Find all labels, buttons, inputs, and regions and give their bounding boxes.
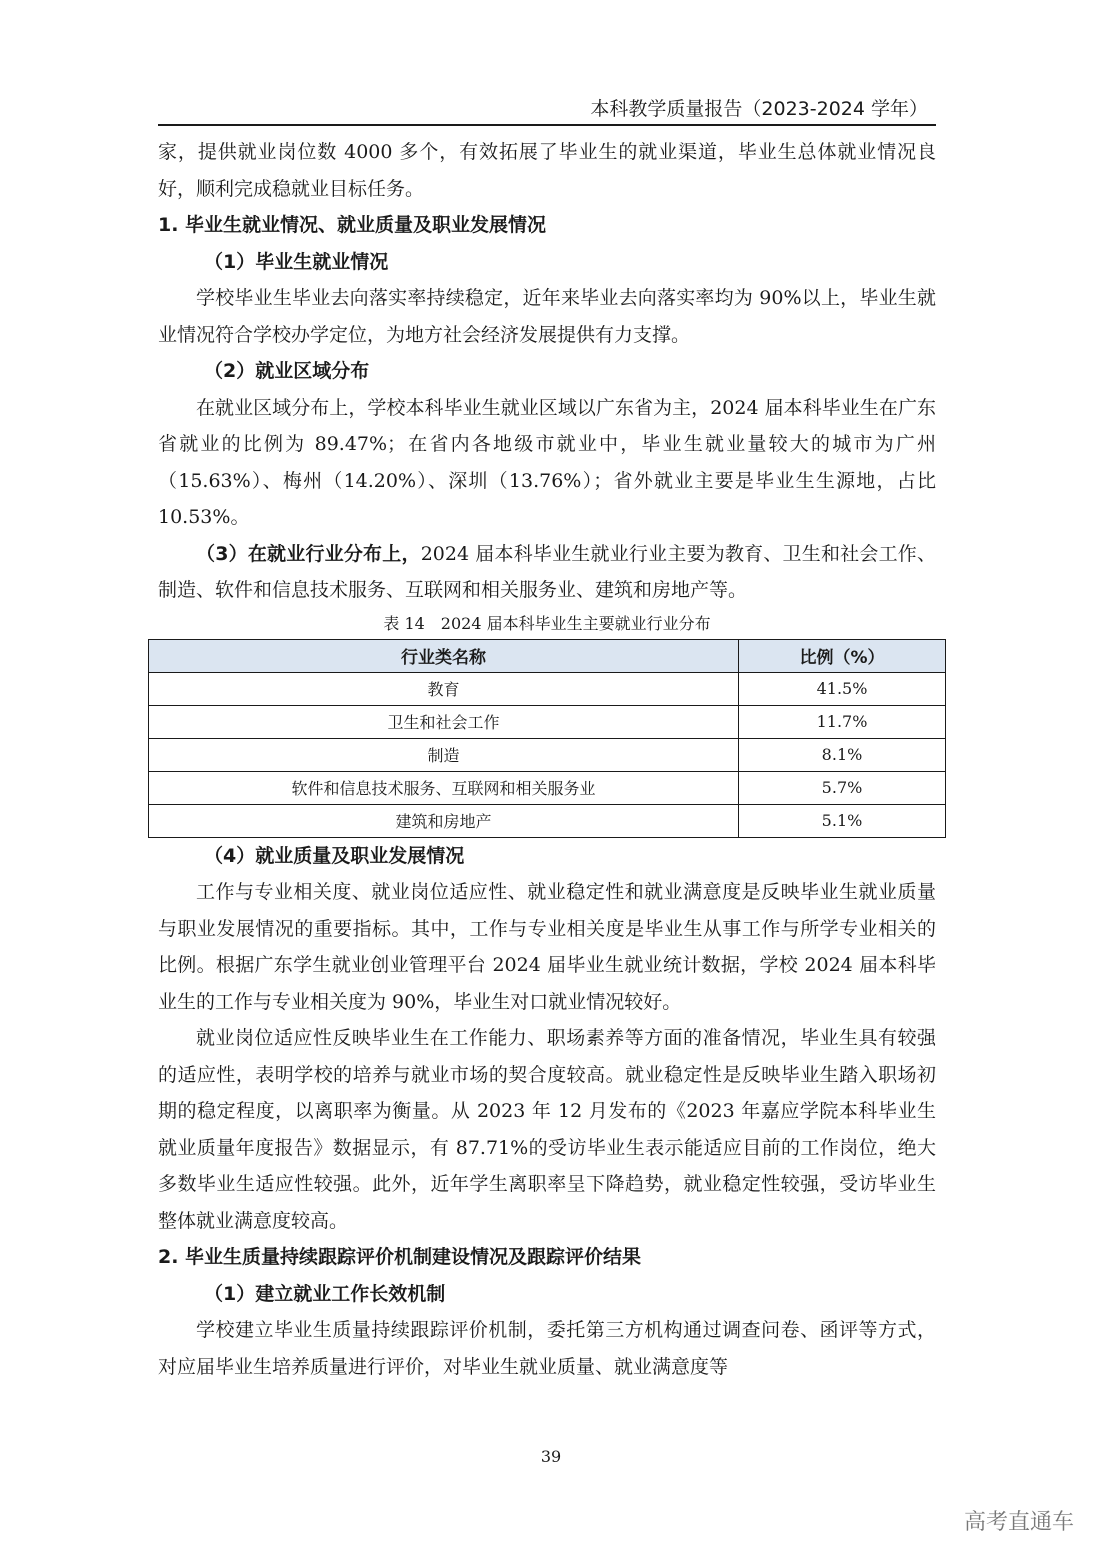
table-row (149, 705, 946, 738)
industry-cell: 制造 (149, 738, 739, 771)
ratio-cell: 5.1% (739, 804, 946, 837)
paragraph-quality-indicators: 工作与专业相关度、就业岗位适应性、就业稳定性和就业满意度是反映毕业生就业质量与职业发展情况的重要指标。其中，工作与专业相关度是毕业生从事工作与所学专业相关的比例。根据广东学生就业创业管理平台 2024 届毕业生就业统计数据，学校 2024 届本科毕业生的工作与专业相关度为 90%，毕业生对口就业情况较好。 (158, 881, 936, 1013)
paragraph-continued: 家，提供就业岗位数 4000 多个，有效拓展了毕业生的就业渠道，毕业生总体就业情况良好，顺利完成稳就业目标任务。 (158, 141, 936, 200)
subheading-region-distribution: （2）就业区域分布 (204, 360, 370, 382)
ratio-cell: 41.5% (739, 672, 946, 705)
section-heading-1: 1. 毕业生就业情况、就业质量及职业发展情况 (158, 214, 547, 236)
page-header (158, 92, 936, 126)
table-caption: 表 14 2024 届本科毕业生主要就业行业分布 (383, 613, 711, 633)
industry-table (148, 639, 946, 838)
header-title: 本科教学质量报告（2023-2024 学年） (590, 98, 928, 120)
industry-cell: 教育 (149, 672, 739, 705)
paragraph-adaptability-stability: 就业岗位适应性反映毕业生在工作能力、职场素养等方面的准备情况，毕业生具有较强的适应性，表明学校的培养与就业市场的契合度较高。就业稳定性是反映毕业生踏入职场初期的稳定程度，以离职率为衡量。从 2023 年 12 月发布的《2023 年嘉应学院本科毕业生就业质量年度报告》数据显示，有 87.71%的受访毕业生表示能适应目前的工作岗位，绝大多数毕业生适应性较强。此外，近年学生离职率呈下降趋势，就业稳定性较强，受访毕业生整体就业满意度较高。 (158, 1027, 936, 1232)
table-row (149, 771, 946, 804)
ratio-cell: 8.1% (739, 738, 946, 771)
paragraph-employment-status: 学校毕业生毕业去向落实率持续稳定，近年来毕业去向落实率均为 90%以上，毕业生就业情况符合学校办学定位，为地方社会经济发展提供有力支撑。 (158, 287, 936, 346)
subheading-quality-career: （4）就业质量及职业发展情况 (204, 844, 465, 867)
section-heading-2: 2. 毕业生质量持续跟踪评价机制建设情况及跟踪评价结果 (158, 1246, 642, 1268)
page-number: 39 (540, 1447, 562, 1466)
paragraph-tracking-mechanism: 学校建立毕业生质量持续跟踪评价机制，委托第三方机构通过调查问卷、函评等方式，对应届毕业生培养质量进行评价，对毕业生就业质量、就业满意度等 (158, 1319, 936, 1378)
page-content (158, 134, 936, 1385)
column-header-ratio: 比例（%） (739, 639, 946, 672)
table-header-row (149, 639, 946, 672)
paragraph-region-distribution: 在就业区域分布上，学校本科毕业生就业区域以广东省为主，2024 届本科毕业生在广东省就业的比例为 89.47%；在省内各地级市就业中，毕业生就业量较大的城市为广州（15.63%）、梅州（14.20%）、深圳（13.76%）；省外就业主要是毕业生生源地，占比 10.53%。 (158, 396, 936, 528)
column-header-industry: 行业类名称 (149, 639, 739, 672)
ratio-cell: 5.7% (739, 771, 946, 804)
paragraph-industry-distribution (158, 536, 936, 609)
industry-cell: 建筑和房地产 (149, 804, 739, 837)
industry-lead-bold: （3）在就业行业分布上， (196, 542, 421, 565)
table-row (149, 804, 946, 837)
industry-cell: 卫生和社会工作 (149, 705, 739, 738)
subheading-long-term-mechanism: （1）建立就业工作长效机制 (204, 1282, 446, 1305)
subheading-employment-status: （1）毕业生就业情况 (204, 250, 389, 273)
table-row (149, 738, 946, 771)
table-row (149, 672, 946, 705)
industry-cell: 软件和信息技术服务、互联网和相关服务业 (149, 771, 739, 804)
industry-lead-rest: 2024 届本科毕业生就业行业主要为教育、卫生和社会工作、制造、软件和信息技术服务、互联网和相关服务业、建筑和房地产等。 (158, 542, 936, 601)
watermark-text: 高考直通车 (963, 1510, 1074, 1535)
ratio-cell: 11.7% (739, 705, 946, 738)
